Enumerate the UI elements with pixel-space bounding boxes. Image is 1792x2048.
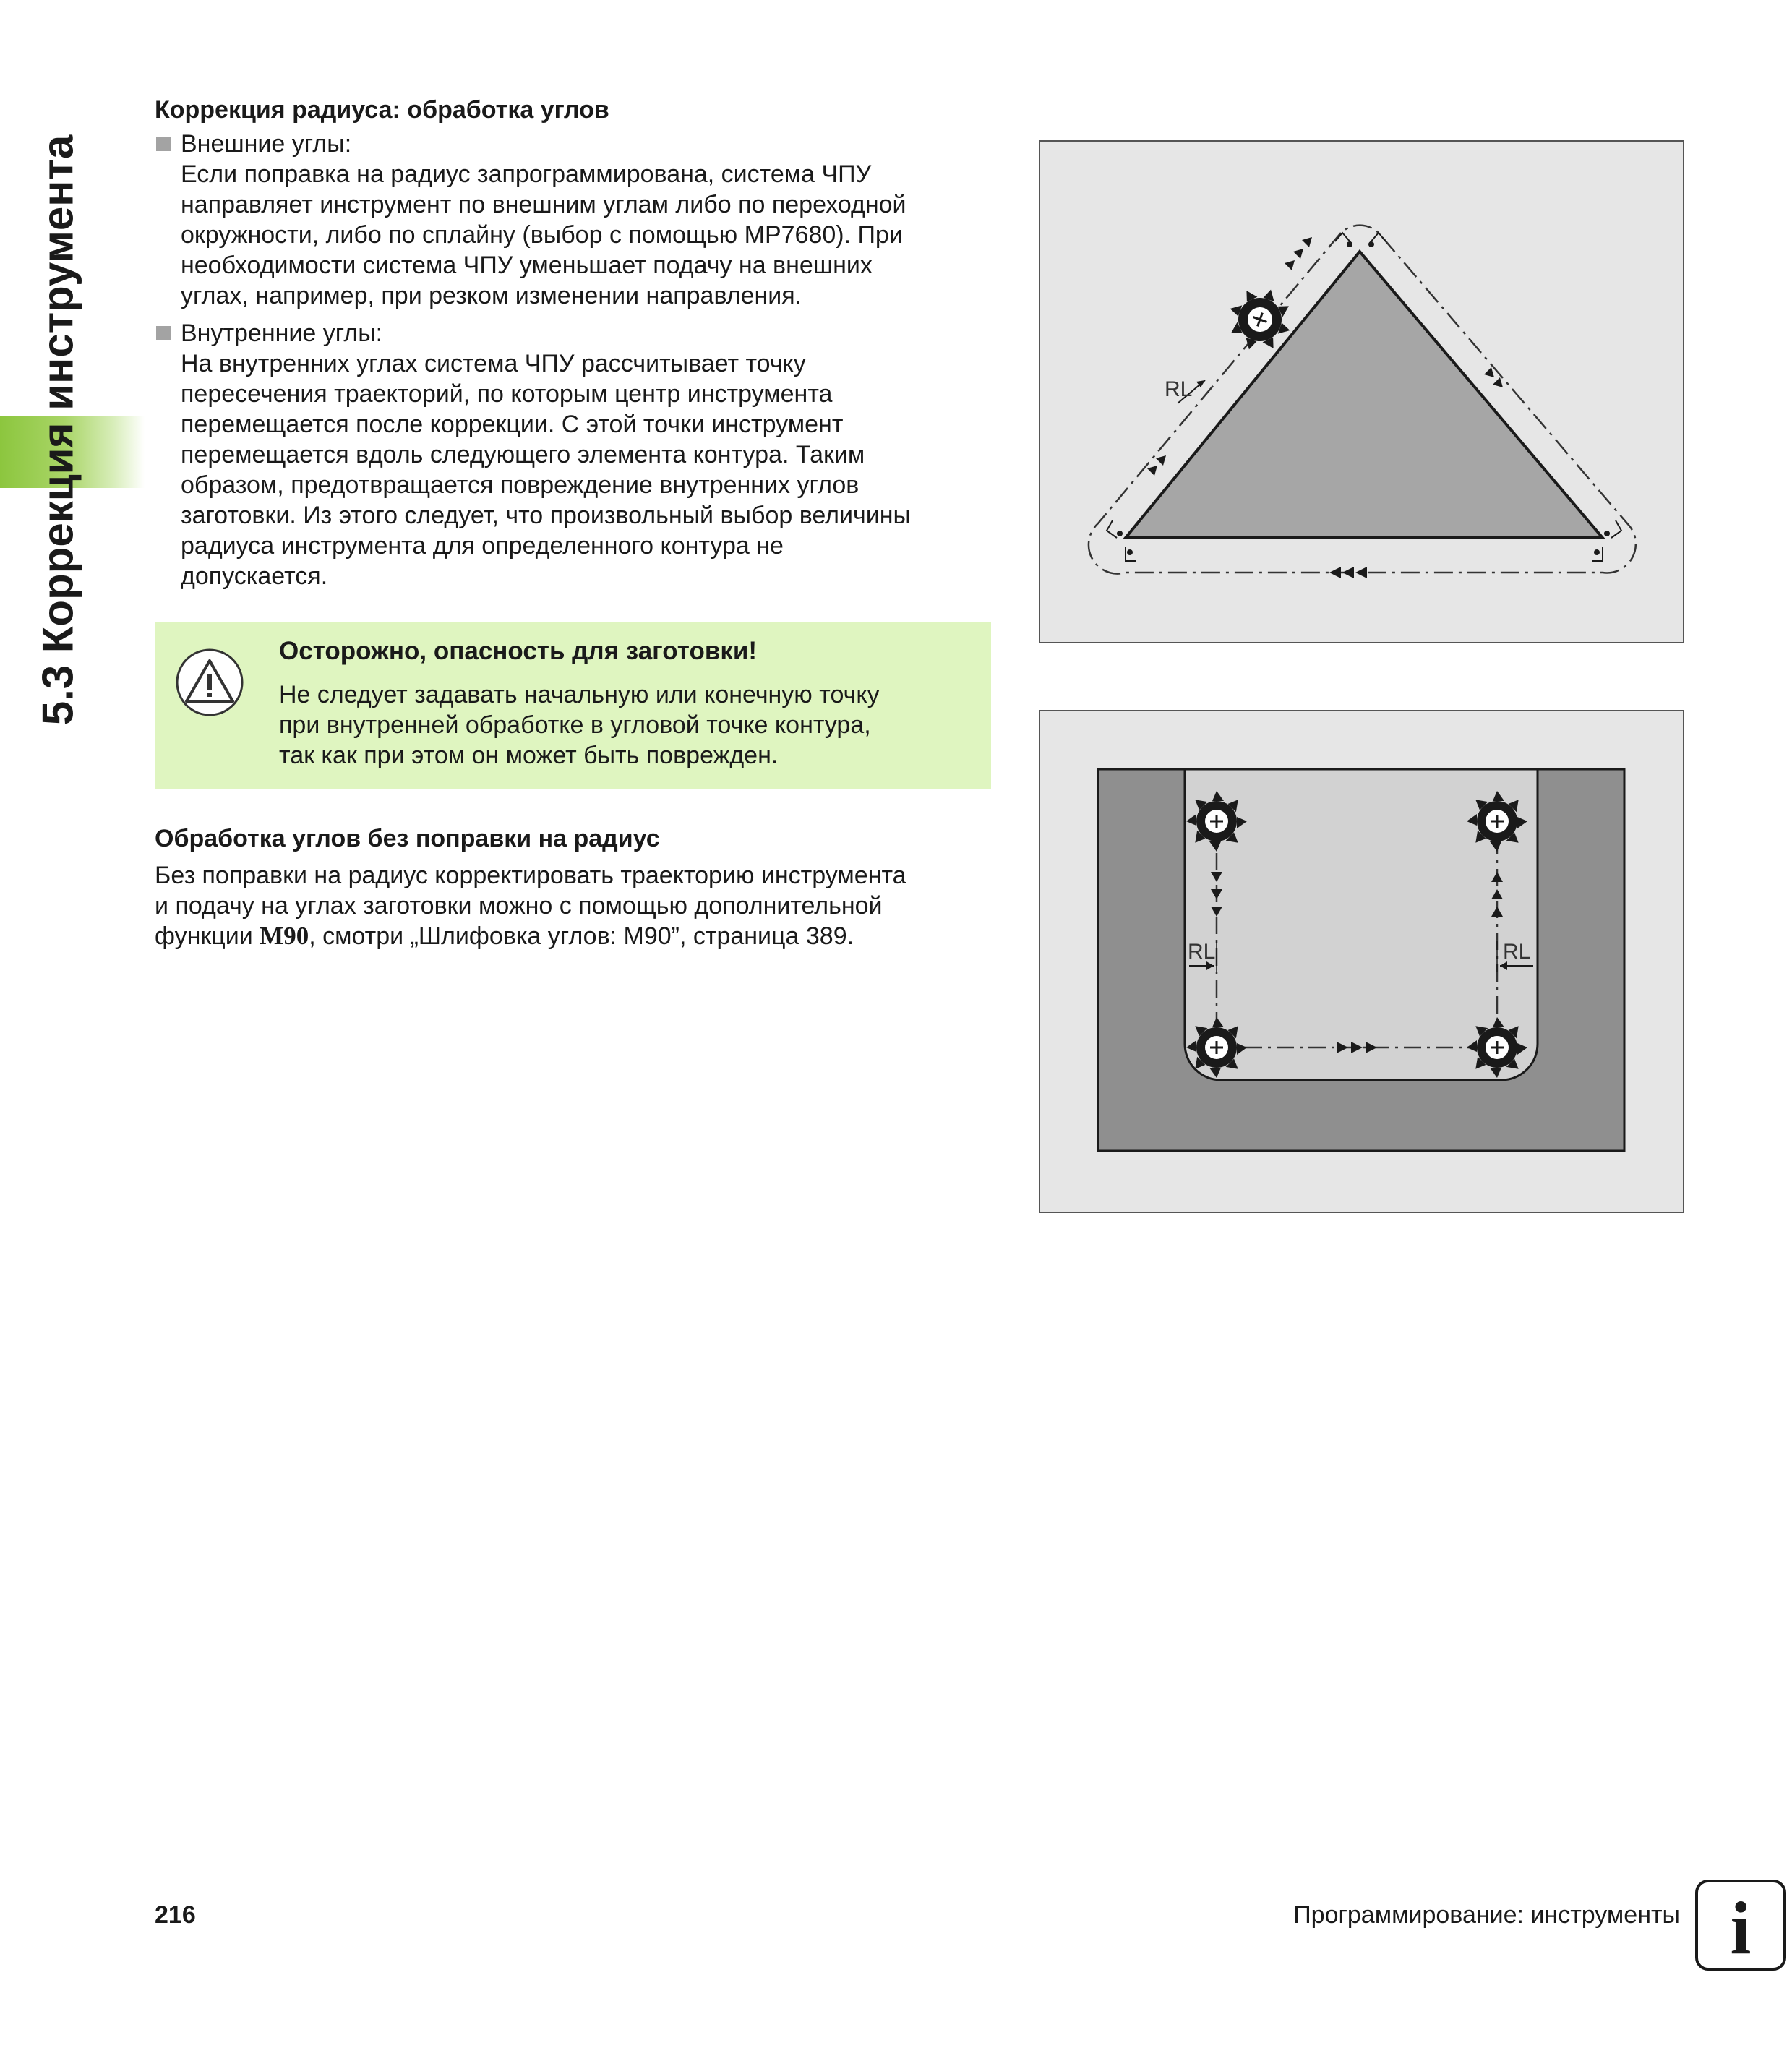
warning-title: Осторожно, опасность для заготовки!: [279, 637, 758, 665]
pocket-diagram: [1040, 711, 1683, 1212]
svg-text:i: i: [1730, 1887, 1752, 1968]
text-line: пересечения траекторий, по которым центр инструмента: [181, 380, 833, 408]
section-heading: Коррекция радиуса: обработка углов: [155, 96, 609, 124]
text-line: необходимости система ЧПУ уменьшает подачу на внешних: [181, 252, 873, 279]
text-line: заготовки. Из этого следует, что произвольный выбор величины: [181, 502, 911, 529]
page-number: 216: [155, 1901, 196, 1929]
text-line: перемещается после коррекции. С этой точки инструмент: [181, 411, 844, 438]
warning-triangle-icon: [175, 648, 244, 717]
section-heading: Обработка углов без поправки на радиус: [155, 825, 660, 852]
warning-box: [155, 622, 991, 789]
text-line: Если поправка на радиус запрограммирована, система ЧПУ: [181, 160, 872, 188]
paragraph: [155, 860, 993, 951]
text-line: радиуса инструмента для определенного контура не: [181, 532, 784, 560]
text-line: допускается.: [181, 562, 328, 590]
chapter-tab-label: 5.3 Коррекция инструмента: [33, 134, 82, 726]
text-line: углах, например, при резком изменении направления.: [181, 282, 802, 309]
bullet-inner-corners: [155, 318, 993, 591]
text-line: и подачу на углах заготовки можно с помощью дополнительной: [155, 892, 883, 920]
rl-label-right: RL: [1503, 940, 1531, 964]
chapter-tab: [0, 94, 116, 766]
code-m90: M90: [260, 922, 309, 950]
bullet-outer-corners: [155, 129, 993, 311]
text-line: перемещается вдоль следующего элемента контура. Таким: [181, 441, 865, 468]
rl-label-left: RL: [1188, 940, 1216, 964]
text-line: На внутренних углах система ЧПУ рассчитывает точку: [181, 350, 806, 377]
text-line: образом, предотвращается повреждение внутренних углов: [181, 471, 859, 499]
figure-outer-corners: [1039, 140, 1684, 643]
info-icon: [1695, 1880, 1786, 1971]
triangle-diagram: [1040, 142, 1683, 642]
text-line: Не следует задавать начальную или конечную точку: [279, 681, 880, 708]
text-line: Без поправки на радиус корректировать траекторию инструмента: [155, 862, 906, 889]
bullet-square-icon: [156, 326, 171, 340]
text-line: Внутренние углы:: [181, 320, 383, 347]
bullet-square-icon: [156, 137, 171, 151]
text-line: направляет инструмент по внешним углам либо по переходной: [181, 191, 906, 218]
warning-text: [279, 680, 973, 771]
text-line: окружности, либо по сплайну (выбор с помощью MP7680). При: [181, 221, 903, 249]
section-no-radius-compensation: [155, 824, 993, 951]
text-line: при внутренней обработке в угловой точке контура,: [279, 711, 871, 739]
rl-label: RL: [1165, 377, 1193, 401]
section-radius-corners: [155, 95, 993, 591]
text-line: так как при этом он может быть поврежден.: [279, 742, 779, 769]
figure-pocket-corners: [1039, 710, 1684, 1213]
footer-title: Программирование: инструменты: [1293, 1901, 1680, 1929]
text-line: Внешние углы:: [181, 130, 352, 158]
text-line: функции M90, смотри „Шлифовка углов: M90”, страница 389.: [155, 922, 854, 950]
